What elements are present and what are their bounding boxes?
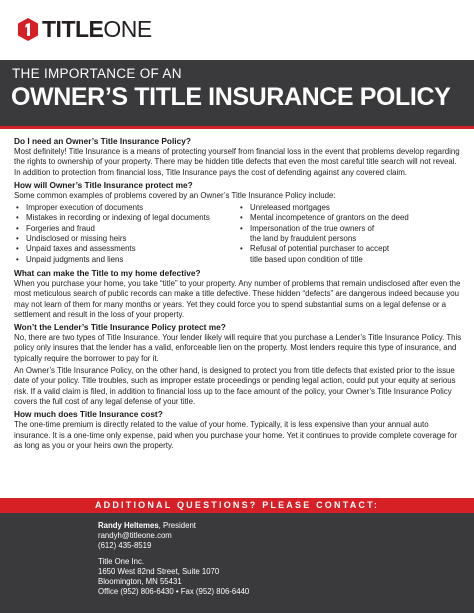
section-heading: How will Owner’s Title Insurance protect me?: [14, 179, 193, 190]
contact-name-line: [98, 521, 249, 531]
section-heading: What can make the Title to my home defective?: [14, 267, 201, 278]
list-item: • Improper execution of documents: [14, 203, 238, 213]
section-paragraph: No, there are two types of Title Insurance. Your lender likely will require that you purchase a Lender’s Title Insurance Policy. This policy only insures that the lender has a valid, enforceable lien on the property. Most lenders require this type of insurance, and typically require the borrower to pay for it.: [14, 333, 462, 363]
list-item-continuation: the land by fraudulent persons: [250, 234, 357, 244]
section-heading: Won’t the Lender’s Title Insurance Policy protect me?: [14, 322, 226, 333]
contact-bar-label: ADDITIONAL QUESTIONS? PLEASE CONTACT:: [94, 500, 380, 510]
page-title: OWNER’S TITLE INSURANCE POLICY: [11, 83, 451, 111]
list-item: • Impersonation of the true owners of: [238, 224, 462, 234]
section-heading: Do I need an Owner’s Title Insurance Policy?: [14, 136, 191, 146]
brand-name-light: ONE: [103, 16, 152, 42]
contact-title: , President: [158, 521, 196, 530]
company-address-line1: 1650 West 82nd Street, Suite 1070: [98, 566, 220, 576]
document-body: [14, 136, 462, 453]
section-paragraph: When you purchase your home, you take “title” to your property. Any number of problems that remain undisclosed after even the most meticulous search of public records can make a title defective. These hidden “defects” are dangerous indeed because you may not learn of them for many months or years. Yet they could force you to spend substantial sums on a legal defense or a settlement and result in the loss of your property.: [14, 278, 461, 319]
company-name: Title One Inc.: [98, 556, 145, 566]
list-item: • Refusal of potential purchaser to accept: [238, 244, 462, 254]
covered-problems-left: [14, 203, 238, 265]
title-one-logo-icon: [18, 18, 38, 41]
header-kicker: THE IMPORTANCE OF AN: [12, 66, 182, 81]
list-item: • Mistakes in recording or indexing of legal documents: [14, 213, 238, 223]
covered-problems-list: [14, 203, 462, 265]
contact-email[interactable]: randyh@titleone.com: [98, 531, 172, 541]
covered-problems-right: [238, 203, 462, 265]
brand-name-bold: TITLE: [42, 16, 104, 42]
section-intro: Some common examples of problems covered by an Owner’s Title Insurance Policy include:: [14, 190, 336, 200]
section-paragraph: The one-time premium is directly related to the value of your home. Typically, it is less expensive than your annual auto insurance. It is a one-time only expense, paid when you purchase your home. Yet it continues to provide complete coverage for as long as you or your heirs own the property.: [14, 420, 458, 450]
list-item: • Unreleased mortgages: [238, 203, 462, 213]
title-banner-accent: [0, 126, 474, 129]
section-paragraph: An Owner’s Title Insurance Policy, on the other hand, is designed to protect you from title defects that existed prior to the issue date of your policy. Title troubles, such as improper estate proceedings or pending legal action, could put your equity at serious risk. If a valid claim is filed, in addition to financial loss up to the face amount of the policy, your Owner’s Title Insurance Policy covers the full cost of any legal defense of your title.: [14, 366, 456, 406]
section-heading: How much does Title Insurance cost?: [14, 409, 163, 420]
list-item: • Mental incompetence of grantors on the deed: [238, 213, 462, 223]
contact-name: Randy Heltemes: [98, 521, 159, 530]
brand-wordmark: [42, 16, 152, 42]
list-item: • Unpaid taxes and assessments: [14, 244, 238, 254]
contact-phone[interactable]: (612) 435-8519: [98, 541, 152, 551]
company-office-fax: Office (952) 806-6430 • Fax (952) 806-6440: [98, 587, 250, 597]
company-address-line2: Bloomington, MN 55431: [98, 577, 182, 587]
list-item-continuation: title based upon condition of title: [250, 254, 363, 264]
list-item: • Unpaid judgments and liens: [14, 255, 238, 265]
contact-footer: [0, 513, 474, 613]
contact-details: [98, 521, 249, 597]
section-paragraph: Most definitely! Title Insurance is a means of protecting yourself from financial loss in the event that problems develop regarding the rights to ownership of your property. There may be hidden title defects that even the most careful title search will not reveal. In addition to protection from financial loss, Title Insurance pays the cost of defending against any covered claim.: [14, 147, 460, 177]
contact-bar: [0, 498, 474, 513]
list-item: • Undisclosed or missing heirs: [14, 234, 238, 244]
brand-logo: [18, 16, 152, 42]
list-item: • Forgeries and fraud: [14, 224, 238, 234]
